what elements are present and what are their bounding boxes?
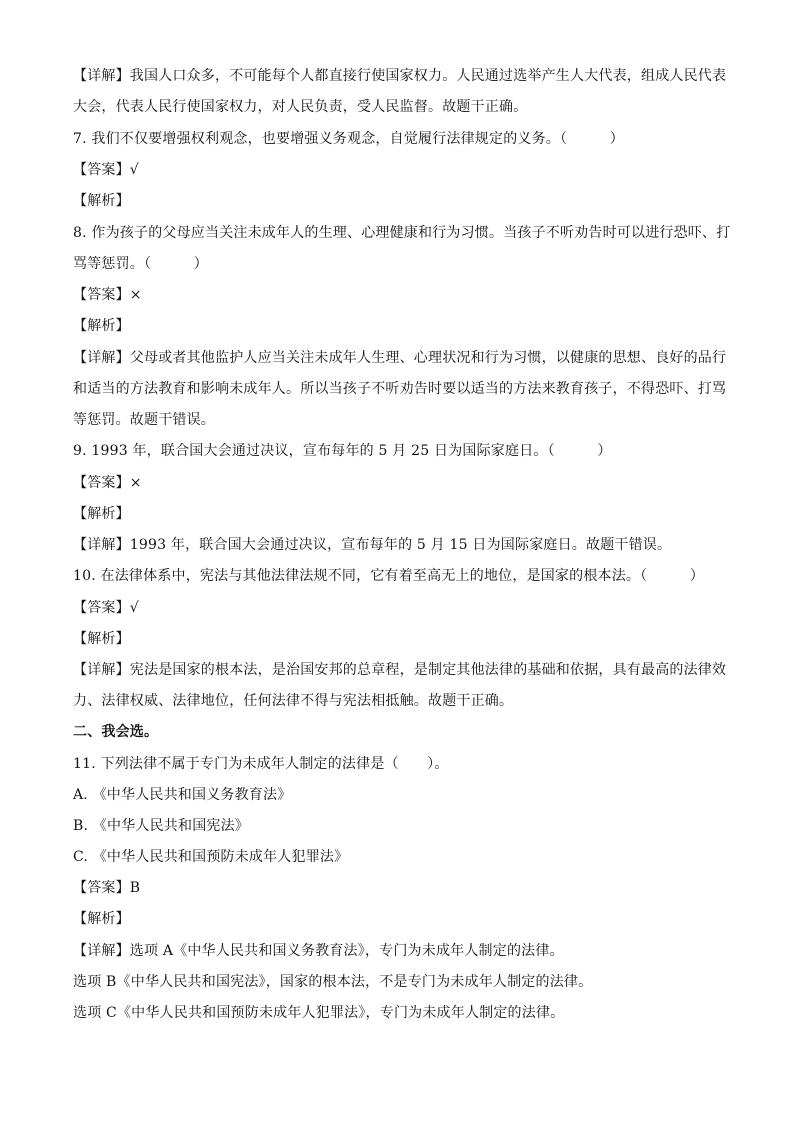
detail-10b: 力、法律权威、法律地位，任何法律不得与宪法相抵触。故题干正确。 [73,693,514,709]
analysis-7: 【解析】 [73,193,130,209]
detail-8a: 【详解】父母或者其他监护人应当关注未成年人生理、心理状况和行为习惯，以健康的思想、良好的品行 [73,350,727,366]
option-b: B. 《中华人民共和国宪法》 [73,818,249,834]
detail-8c: 等惩罚。故题干错误。 [73,412,215,428]
analysis-8: 【解析】 [73,318,130,334]
detail-11c: 选项 C《中华人民共和国预防未成年人犯罪法》，专门为未成年人制定的法律。 [73,1005,565,1021]
analysis-11: 【解析】 [73,911,130,927]
question-8b: 骂等惩罚。（ ） [73,256,208,272]
detail-11a: 【详解】选项 A《中华人民共和国义务教育法》，专门为未成年人制定的法律。 [73,943,564,959]
analysis-10: 【解析】 [73,631,130,647]
detail-11b: 选项 B《中华人民共和国宪法》，国家的根本法，不是专门为未成年人制定的法律。 [73,974,593,990]
section-heading: 二、我会选。 [73,724,159,740]
answer-9: 【答案】× [73,475,142,491]
analysis-9: 【解析】 [73,506,130,522]
detail-9: 【详解】1993 年，联合国大会通过决议，宣布每年的 5 月 15 日为国际家庭日。故题干错误。 [73,537,672,553]
detail-line-6b: 大会，代表人民行使国家权力，对人民负责，受人民监督。故题干正确。 [73,99,528,115]
option-a: A. 《中华人民共和国义务教育法》 [73,787,292,803]
detail-10a: 【详解】宪法是国家的根本法，是治国安邦的总章程，是制定其他法律的基础和依据，具有最高的法律效 [73,662,727,678]
detail-line-6a: 【详解】我国人口众多，不可能每个人都直接行使国家权力。人民通过选举产生人大代表，组成人民代表 [73,68,727,84]
answer-7: 【答案】√ [73,162,139,178]
question-11: 11. 下列法律不属于专门为未成年人制定的法律是（ ）。 [73,756,449,772]
question-9: 9. 1993 年，联合国大会通过决议，宣布每年的 5 月 25 日为国际家庭日。（ ） [73,443,612,459]
question-7: 7. 我们不仅要增强权利观念，也要增强义务观念，自觉履行法律规定的义务。（ ） [73,131,625,147]
question-8a: 8. 作为孩子的父母应当关注未成年人的生理、心理健康和行为习惯。当孩子不听劝告时可以进行恐吓、打 [73,225,731,241]
detail-8b: 和适当的方法教育和影响未成年人。所以当孩子不听劝告时要以适当的方法来教育孩子，不得恐吓、打骂 [73,381,727,397]
answer-8: 【答案】× [73,287,142,303]
option-c: C. 《中华人民共和国预防未成年人犯罪法》 [73,849,349,865]
question-10: 10. 在法律体系中，宪法与其他法律法规不同，它有着至高无上的地位，是国家的根本法。（ ） [73,568,705,584]
answer-11: 【答案】B [73,880,141,896]
answer-10: 【答案】√ [73,600,139,616]
